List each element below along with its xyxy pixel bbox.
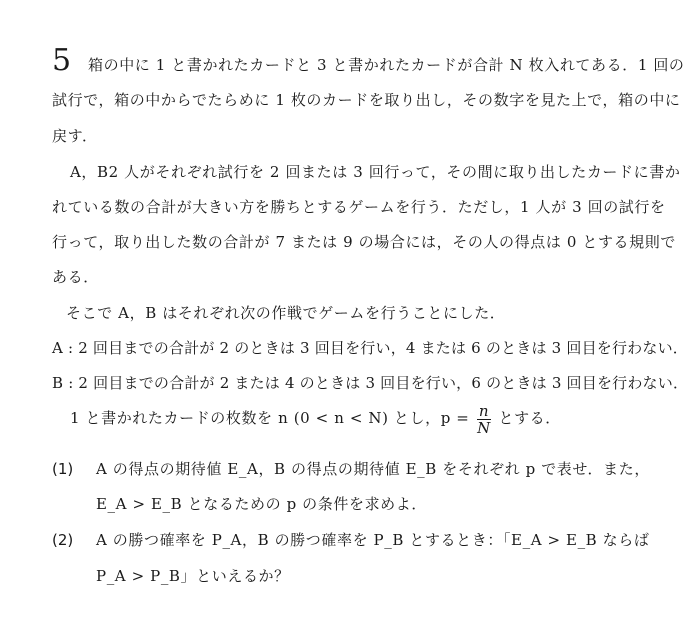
paragraph1-line1: 箱の中に 1 と書かれたカードと 3 と書かれたカードが合計 N 枚入れてある．1 回の	[88, 56, 685, 74]
question2-label: (2)	[52, 531, 74, 549]
paragraph1-line3: 戻す．	[52, 127, 98, 145]
question1-line2: E_A > E_B となるための p の条件を求めよ．	[96, 495, 427, 513]
question1-line1: A の得点の期待値 E_A，B の得点の期待値 E_B をそれぞれ p で表せ．また，	[96, 460, 650, 478]
fraction-denominator: N	[477, 418, 491, 437]
question1-label: (1)	[52, 460, 74, 478]
paragraph3: そこで A，B はそれぞれ次の作戦でゲームを行うことにした．	[66, 304, 506, 322]
strategy-a: A : 2 回目までの合計が 2 のときは 3 回目を行い，4 または 6 のときは 3 回目を行わない．	[52, 339, 688, 357]
paragraph2-line4: ある．	[52, 268, 99, 286]
paragraph2-line2: れている数の合計が大きい方を勝ちとするゲームを行う．ただし，1 人が 3 回の試行を	[52, 198, 666, 216]
fraction-p	[477, 403, 491, 436]
strategy-b: B : 2 回目までの合計が 2 または 4 のときは 3 回目を行い，6 のときは 3 回目を行わない．	[52, 374, 689, 392]
question2-line2: P_A > P_B」といえるか？	[96, 567, 290, 585]
problem-number: 5	[52, 43, 72, 78]
fraction-numerator: n	[478, 401, 490, 420]
paragraph2-line3: 行って，取り出した数の合計が 7 または 9 の場合には，その人の得点は 0 とする規則で	[52, 233, 676, 251]
paragraph1-line2: 試行で，箱の中からでたらめに 1 枚のカードを取り出し，その数字を見た上で，箱の中に	[52, 91, 681, 109]
definition-suffix: とする．	[498, 409, 561, 427]
definition-prefix: 1 と書かれたカードの枚数を n (0 < n < N) とし，p =	[70, 409, 470, 427]
definition-line	[70, 400, 561, 436]
paragraph2-line1: A，B2 人がそれぞれ試行を 2 回または 3 回行って，その間に取り出したカードに書か	[70, 163, 681, 181]
question2-line1: A の勝つ確率を P_A，B の勝つ確率を P_B とするとき：「E_A > E_B ならば	[96, 531, 650, 549]
